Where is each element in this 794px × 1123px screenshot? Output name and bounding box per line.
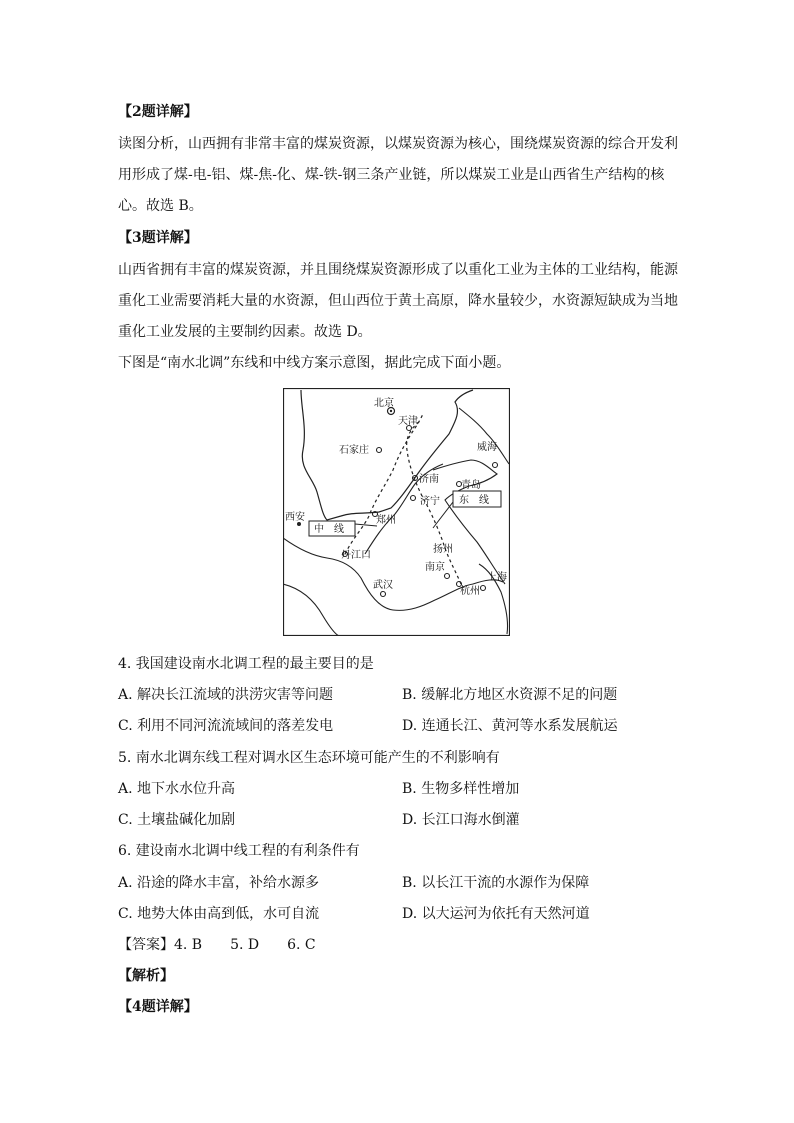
city-label-nanjing: 南京 [425, 562, 445, 573]
city-label-xian: 西安 [285, 512, 305, 523]
question-4-option-b: B. 缓解北方地区水资源不足的问题 [402, 687, 618, 703]
question-6-stem: 6. 建设南水北调中线工程的有利条件有 [118, 843, 360, 859]
south-north-water-map [283, 388, 510, 636]
question-6-option-c: C. 地势大体由高到低，水可自流 [118, 906, 320, 922]
city-label-yangzhou: 扬州 [433, 544, 453, 555]
answer-line: 【答案】4. B 5. D 6. C [118, 937, 316, 953]
section-2-line-3: 心。故选 B。 [118, 198, 203, 214]
question-4-option-d: D. 连通长江、黄河等水系发展航运 [402, 718, 618, 734]
analysis-heading: 【解析】 [118, 968, 174, 984]
map-figure [283, 388, 510, 636]
middle-route-label: 中 线 [314, 524, 344, 535]
city-label-shanghai: 上海 [487, 572, 507, 583]
question-5-option-a: A. 地下水水位升高 [118, 781, 236, 797]
city-label-jining: 济宁 [420, 496, 440, 507]
question-4-stem: 4. 我国建设南水北调工程的最主要目的是 [118, 656, 374, 672]
beijing-marker-dot [390, 410, 392, 412]
city-label-shijiazhuang: 石家庄 [339, 445, 369, 456]
question-6-option-a: A. 沿途的降水丰富，补给水源多 [118, 875, 320, 891]
figure-intro: 下图是“南水北调”东线和中线方案示意图，据此完成下面小题。 [118, 355, 511, 371]
section-3-heading: 【3题详解】 [118, 230, 198, 246]
east-route-label: 东 线 [459, 495, 489, 506]
city-label-tianjin: 天津 [398, 416, 418, 427]
city-label-beijing: 北京 [374, 398, 394, 409]
section-2-line-2: 用形成了煤-电-铝、煤-焦-化、煤-铁-钢三条产业链，所以煤炭工业是山西省生产结构的核 [118, 167, 665, 183]
city-label-danjiangkou: 丹江口 [341, 550, 371, 561]
city-label-weihai: 威海 [477, 442, 497, 453]
question-5-option-c: C. 土壤盐碱化加剧 [118, 812, 236, 828]
city-label-zhengzhou: 郑州 [376, 515, 396, 526]
section-3-line-1: 山西省拥有丰富的煤炭资源，并且围绕煤炭资源形成了以重化工业为主体的工业结构，能源 [118, 262, 678, 278]
section-3-line-3: 重化工业发展的主要制约因素。故选 D。 [118, 324, 372, 340]
question-4-option-a: A. 解决长江流域的洪涝灾害等问题 [118, 687, 334, 703]
question-5-stem: 5. 南水北调东线工程对调水区生态环境可能产生的不利影响有 [118, 750, 500, 766]
question-6-option-d: D. 以大运河为依托有天然河道 [402, 906, 590, 922]
city-label-hangzhou: 杭州 [460, 586, 480, 597]
section-3-line-2: 重化工业需要消耗大量的水资源，但山西位于黄土高原，降水量较少，水资源短缺成为当地 [118, 293, 678, 309]
section-4-heading: 【4题详解】 [118, 999, 198, 1015]
question-6-option-b: B. 以长江干流的水源作为保障 [402, 875, 590, 891]
question-4-option-c: C. 利用不同河流流域间的落差发电 [118, 718, 334, 734]
question-5-option-b: B. 生物多样性增加 [402, 781, 520, 797]
city-label-qingdao: 青岛 [461, 480, 481, 491]
city-label-jinan: 济南 [419, 474, 439, 485]
question-5-option-d: D. 长江口海水倒灌 [402, 812, 520, 828]
city-label-wuhan: 武汉 [373, 580, 393, 591]
section-2-heading: 【2题详解】 [118, 104, 198, 120]
section-2-line-1: 读图分析，山西拥有非常丰富的煤炭资源，以煤炭资源为核心，围绕煤炭资源的综合开发利 [118, 136, 678, 152]
